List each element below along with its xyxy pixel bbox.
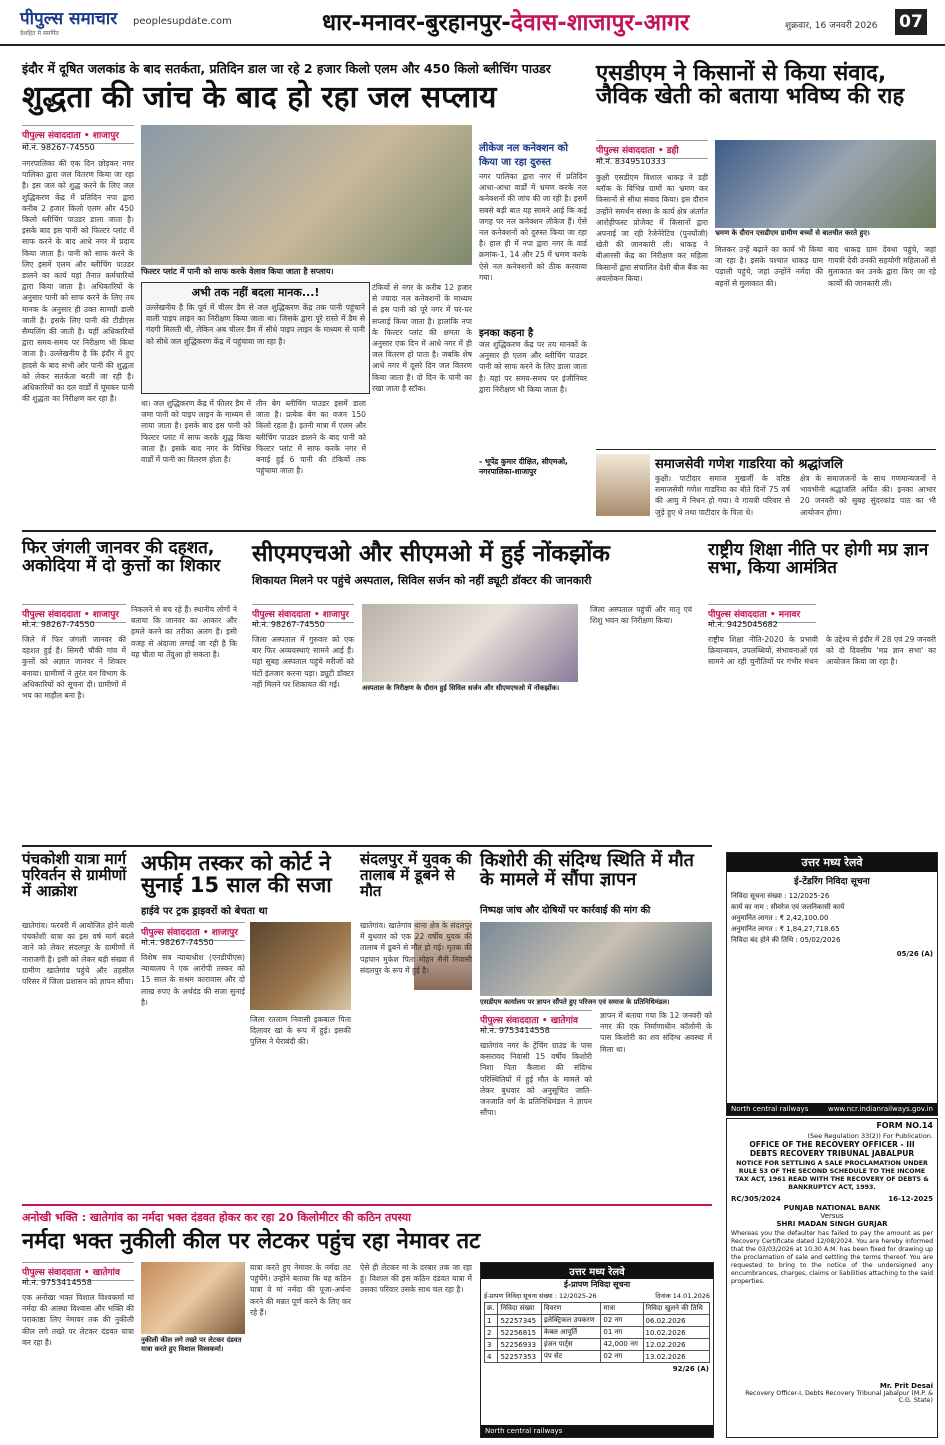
table-cell: 52256815 (498, 1327, 541, 1339)
tender1-line: अनुमानित लागत : ₹ 2,42,100.00 (731, 914, 829, 922)
tender2-header-cell: मात्रा (601, 1303, 643, 1315)
obit-portrait (596, 454, 650, 516)
tender1-footer-site[interactable]: www.ncr.indianrailways.gov.in (827, 1105, 933, 1113)
hospital-deck: शिकायत मिलने पर पहुंचे अस्पताल, सिविल सर्जन को नहीं ड्यूटी डॉक्टर की जानकारी (252, 574, 592, 587)
girl-byline-text: पीपुल्स संवाददाता • खातेगांव (480, 1016, 578, 1026)
tender2-date: दिनांक 14.01.2026 (655, 1292, 710, 1300)
tender2-header-cell: क्र. (485, 1303, 498, 1315)
lead-body-3: तीन बेग ब्लीचिंग पाउडर इसमें डाला जाता है। प्रत्येक बेग का वजन 150 किलो रहता है। इतनी मात्रा में एलम और ब्लीचिंग पाउडर डालने के बाद पानी को फिल्टर प्लांट में साफ करके नगर में बनाई हुई 6 पानी की टंकियों तक पहुंचाया जाता है। (256, 399, 366, 476)
table-cell: 52257345 (498, 1315, 541, 1327)
railway-tender-2 (480, 1262, 714, 1438)
devotee-photo (141, 1262, 245, 1334)
lead-sub-head: अभी तक नहीं बदला मानक...! (191, 286, 320, 299)
devotee-mobile: मो.नं. 9753414558 (22, 1278, 92, 1287)
girl-body-2: ज्ञापन में बताया गया कि 12 जनवरी को नगर की एक निर्माणाधीन कॉलोनी के पास किशोरी का शव संदिग्ध अवस्था में मिला था। (600, 1011, 712, 1054)
tender1-footer (727, 1103, 937, 1115)
obit-body: कुक्षी। पाटीदार समाज मुखर्जी के वरिष्ठ समाजसेवी गणेश गाडरिया का बीते दिनों 75 वर्ष की आयु में निधन हो गया। वे गायत्री परिवार से जुड़े हुए थे तथा पाटीदार के पिता थे। (655, 474, 790, 517)
tender1-code: 05/26 (A) (896, 950, 933, 958)
lead-headline: शुद्धता की जांच के बाद हो रहा जल सप्लाय (22, 80, 497, 115)
tender1-lines (727, 889, 937, 948)
sidebar-head: लीकेज नल कनेक्शन को किया जा रहा दुरुस्त (479, 143, 568, 168)
table-cell: 42,000 नग (601, 1339, 643, 1351)
lead-kicker: इंदौर में दूषित जलकांड के बाद सतर्कता, प्रतिदिन डाल जा रहे 2 हजार किलो एलम और 450 किलो ब्लीचिंग पाउडर (22, 61, 551, 76)
hospital-body-2: जिला अस्पताल पहुंचीं और मातृ एवं शिशु भवन का निरीक्षण किया। (590, 605, 692, 626)
issue-date: शुक्रवार, 16 जनवरी 2026 (785, 21, 878, 31)
lead-body: नगरपालिका की एक दिन छोड़कर नगर पालिका द्वारा जल वितरण किया जा रहा है। इस जल को शुद्ध करने के लिए जल शुद्धिकरण केंद्र में प्रतिदिन नपा द्वारा करीब 2 हजार किलो एलम और 450 किलो ब्लीचिंग पाउडर डाला जाता है। इसके बाद इस पानी को फिल्टर प्लांट में साफ करने के बाद आधे नगर में प्रदाय किया जाता है। पानी को साफ करने के लिए इसमें एलम और ब्लीचिंग पाउडर डालने का कार्य यहां तैनात कर्मचारियों द्वारा किया जाता है। अधिकारियों के अनुसार पानी को साफ करने के लिए तय मानक के अनुसार ही उक्त सामग्री डाली जाती है। इसके लिए पानी की टीडीएस सैम्पलिंग की जाती है। यहीं अधिकारियों द्वारा समय-समय पर निरीक्षण भी किया जाता है। उल्लेखनीय है कि इंदौर में हुए हादसे के बाद सभी ओर पानी की शुद्धता को लेकर सतर्कता बरती जा रही है। अधिकारियों का दल वार्डों में घूमकर पानी की शुद्धता का निरीक्षण कर रहा है। (22, 159, 134, 404)
tender1-footer-name: North central railways (731, 1105, 809, 1113)
masthead (0, 0, 945, 46)
tender2-org: उत्तर मध्य रेलवे (481, 1263, 713, 1279)
hospital-byline-text: पीपुल्स संवाददाता • शाजापुर (252, 610, 349, 620)
recovery-form: FORM NO.14 (876, 1121, 933, 1130)
recovery-versus: Versus (820, 1212, 844, 1220)
newspaper-logo (20, 6, 117, 37)
nep-mobile: मो.नं. 9425045682 (708, 620, 778, 629)
opium-byline-text: पीपुल्स संवाददाता • शाजापुर (141, 928, 238, 938)
table-cell: 52256933 (498, 1339, 541, 1351)
recovery-signatory: Mr. Prit Desai (879, 1382, 933, 1390)
recovery-notice-title: NOTICE FOR SETTLING A SALE PROCLAMATION UNDER RULE 53 OF THE SECOND SCHEDULE TO THE INCOME TAX ACT, 1961 READ WITH THE RECOVERY OF DEBTS & BANKRUPTCY ACT, 1993. (735, 1160, 929, 1191)
devotee-divider (22, 1204, 712, 1206)
table-cell: 02 नग (601, 1351, 643, 1363)
recovery-bank: PUNJAB NATIONAL BANK (783, 1204, 881, 1212)
page-number: 07 (895, 9, 927, 35)
sdm-body: कुक्षी एसडीएम विशाल धाकड़ ने डही ब्लॉक के विभिन्न ग्रामों का भ्रमण कर किसानों से सीधा संवाद किया। इस दौरान उन्होंने समर्थन संस्था के कार्य क्षेत्र अंतर्गत आरोहीफस्ट प्रोजेक्ट में किसानों द्वारा अपनाई जा रही रेजेनेरेटिव (पुनर्योजी) खेती की जानकारी ली। धाकड़ ने बीआरसी केंद्र का निरीक्षण कर महिला किसानों द्वारा संचालित देशी बीज बैंक का अवलोकन किया। (596, 173, 708, 283)
recovery-rule: (See Regulation 33(2)) For Publication. (807, 1132, 933, 1140)
website-link[interactable]: peoplesupdate.com (133, 16, 232, 27)
sdm-body-2: मिलकर उन्हें बढ़ाने का कार्य भी किया जा रहा है। इसके पश्चात धाकड़ ग्राम पड़ाली पहुंचे, जहां उन्होंने नर्मदा की बहनों से मुलाकात की। (715, 245, 823, 288)
recovery-rc-date: 16-12-2025 (888, 1195, 933, 1203)
dogs-byline-text: पीपुल्स संवाददाता • शाजापुर (22, 610, 119, 620)
table-row (485, 1315, 710, 1327)
table-cell: इंजन पार्ट्स (541, 1339, 601, 1351)
lead-mobile: मो.नं. 98267-74550 (22, 143, 95, 152)
devotee-kicker: अनोखी भक्ति : खातेगांव का नर्मदा भक्त दंडवत होकर कर रहा 20 किलोमीटर की कठिन तपस्या (22, 1211, 412, 1224)
girl-body: खातेगांव नगर के ट्रेंचिंग ग्राउंड के पास कसरावद निवासी 15 वर्षीय किशोरी निशा पिता कैलाश की संदिग्ध परिस्थितियों में हुई मौत के मामले को लेकर बुधवार को अनुसूचित जाति-जनजाति वर्ग के प्रतिनिधिमंडल ने ज्ञापन सौंपा। (480, 1041, 592, 1118)
lead-body-4: टंकियों से नगर के करीब 12 हजार से ज्यादा नल कनेक्शनों के माध्यम से इस पानी को पूरे नगर में घर-घर सप्लाई किया जाता है। हालांकि नपा के फिल्टर प्लांट की क्षमता के अनुसार एक दिन में आधे नगर में ही जल वितरण हो पाता है। जबकि शेष आधे नगर में दूसरे दिन जल वितरण किया जाता है। दो दिन के पानी का रखा जाता है स्टॉक। (372, 283, 472, 393)
edition-highlight: देवास-शाजापुर-आगर (510, 10, 690, 36)
hospital-headline: सीएमएचओ और सीएमओ में हुई नोंकझोंक (252, 541, 610, 567)
tender2-meta (481, 1290, 713, 1301)
sdm-headline: एसडीएम ने किसानों से किया संवाद, जैविक खेती को बताया भविष्य की राह (596, 61, 905, 110)
lead-sidebar (479, 140, 587, 518)
recovery-debtor: SHRI MADAN SINGH GURJAR (776, 1220, 888, 1228)
table-cell: इलेक्ट्रिकल उपकरण (541, 1315, 601, 1327)
table-cell: 2 (485, 1327, 498, 1339)
devotee-body: एक अनोखा भक्त विशाल विश्वकर्मा मां नर्मदा की आस्था विश्वास और भक्ति की पराकाष्ठा लिए नेमावर तक की नुकीली कील लगे तख्ते पर लेटकर दंडवत यात्रा कर रहा है। (22, 1293, 134, 1347)
obit-headline: समाजसेवी गणेश गाडरिया को श्रद्धांजलि (655, 457, 843, 472)
recovery-rc: RC/305/2024 (731, 1195, 781, 1203)
table-cell: केबल आपूर्ति (541, 1327, 601, 1339)
table-cell: 13.02.2026 (643, 1351, 709, 1363)
drown-body: खातेगांव। खातेगांव थाना क्षेत्र के संदलपुर में बुधवार को एक 22 वर्षीय युवक की तालाब में डूबने से मौत हो गई। मृतक की पहचान मुकेश पिता मोहन सैनी निवासी संदलपुर के रूप में हुई है। (360, 921, 472, 975)
lead-byline-text: पीपुल्स संवाददाता • शाजापुर (22, 131, 119, 141)
sdm-byline-text: पीपुल्स संवाददाता • डही (596, 146, 679, 156)
opium-deck: हाईवे पर ट्रक ड्राइवरों को बेचता था (141, 906, 268, 917)
tender2-code: 92/26 (A) (672, 1365, 709, 1373)
panchkoshi-headline: पंचकोशी यात्रा मार्ग परिवर्तन से ग्रामीणों में आक्रोश (22, 850, 127, 900)
tender2-header-cell: विवरण (541, 1303, 601, 1315)
sdm-photo (715, 140, 936, 228)
table-cell: पंप सेट (541, 1351, 601, 1363)
recovery-body: Whereas you the defaulter has failed to pay the amount as per Recovery Certificate dated 12/08/2024. You are hereby informed that the 03/03/2026 at 10.30 A.M. has been fixed for drawing up the proclamation of sale and settling the terms thereof. You are requested to bring to the notice of the undersigned any encumbrances, charges, claims or liabilities attaching to the said properties. (731, 1230, 933, 1285)
table-cell: 1 (485, 1315, 498, 1327)
devotee-photo-caption: नुकीली कील लगे तख्ते पर लेटकर दंडवत यात्रा करते हुए विशाल विश्वकर्मा। (141, 1336, 242, 1353)
tender2-header-cell: निविदा खुलने की तिथि (643, 1303, 709, 1315)
railway-tender-1 (726, 852, 938, 1116)
table-row (485, 1339, 710, 1351)
girl-deck: निष्पक्ष जांच और दोषियों पर कार्रवाई की मांग की (480, 905, 651, 916)
table-row (485, 1327, 710, 1339)
dogs-mobile: मो.नं. 98267-74550 (22, 620, 95, 629)
devotee-body-2: यात्रा करते हुए नेमावर के नर्मदा तट पहुंचेंगे। उन्होंने बताया कि यह कठिन यात्रा वे मां नर्मदा की पूजा-अर्चना करने की मन्नत पूर्ण करने के लिए कर रहे हैं। (250, 1263, 351, 1317)
dogs-body-2: निकलने से बच रहे हैं। स्थानीय लोगों ने बताया कि जानवर का आकार और हमले करने का तरीका अलग है। इसी वजह से अंदाजा लगाई जा रही है कि यह चीता या तेंदुआ हो सकता है। (131, 605, 237, 659)
recovery-tribunal: DEBTS RECOVERY TRIBUNAL JABALPUR (749, 1149, 915, 1158)
section-divider-1 (22, 530, 936, 532)
girl-memorandum-photo (480, 922, 712, 996)
brand-tagline: देशहित में समर्पित (20, 30, 59, 37)
edition-prefix: धार-मनावर-बुरहानपुर- (322, 10, 511, 36)
gavel-photo (250, 922, 351, 1010)
table-cell: 12.02.2026 (643, 1339, 709, 1351)
table-cell: 52257353 (498, 1351, 541, 1363)
tender2-notice-no: ई-प्रापण निविदा सूचना संख्या : 12/2025-26 (484, 1292, 597, 1300)
section-divider-2 (22, 845, 712, 847)
recovery-notice (726, 1118, 938, 1438)
hospital-body: जिला अस्पताल में गुरुवार को एक बार फिर अव्यवस्थाएं सामने आई हैं। यहां सुबह अस्पताल पहुंचे मरीजों को घंटों इंतजार करना पड़ा। ड्यूटी डॉक्टर नहीं मिलने पर शिकायत की गई। (252, 635, 354, 689)
table-cell: 06.02.2026 (643, 1315, 709, 1327)
table-row (485, 1351, 710, 1363)
hospital-mobile: मो.नं. 98267-74550 (252, 620, 325, 629)
nep-body: राष्ट्रीय शिक्षा नीति-2020 के प्रभावी क्रियान्वयन, उपलब्धियों, संभावनाओं एवं सामने आ रही चुनौतियों पर गंभीर मंथन के उद्देश्य से इंदौर में 28 एवं 29 जनवरी को दो दिवसीय 'मप्र ज्ञान सभा' का आयोजन किया जा रहा है। (708, 635, 936, 667)
girl-photo-caption: एसडीएम कार्यालय पर ज्ञापन सौंपते हुए परिजन एवं समाज के प्रतिनिधिमंडल। (480, 998, 670, 1006)
devotee-byline-text: पीपुल्स संवाददाता • खातेगांव (22, 1268, 120, 1278)
quote-body: जल शुद्धिकरण केंद्र पर तय मानकों के अनुसार ही एलम और ब्लीचिंग पाउडर पानी को साफ करने के लिए डाला जाता है। यहां पर समय-समय पर इंजीनियर द्वारा निरीक्षण भी किया जाता है। (479, 340, 587, 394)
opium-mobile: मो.नं. 98267-74550 (141, 938, 214, 947)
tender2-header-row (485, 1303, 710, 1315)
recovery-rc-row (727, 1194, 937, 1204)
sdm-photo-caption: भ्रमण के दौरान एसडीएम ग्रामीण बच्चों से बातचीत करते हुए। (715, 229, 870, 237)
opium-body: विशेष सत्र न्यायाधीश (एनडीपीएस) न्यायालय ने एक आरोपी तस्कर को 15 साल के सश्रम कारावास और दो लाख रुपए के अर्थदंड की सजा सुनाई है। (141, 953, 245, 1007)
recovery-signatory-title: Recovery Officer-I, Debts Recovery Tribunal Jabalpur (M.P. & C.G. State) (745, 1390, 933, 1404)
panchkoshi-body: खातेगांव। फरवरी में आयोजित होने वाली पंचकोशी यात्रा का इस वर्ष मार्ग बदले जाने को लेकर संदलपुर के ग्रामीणों में नाराजगी है। इसी को लेकर बड़ी संख्या में ग्रामीण खातेगांव पहुंचे और तहसील परिसर में जिला प्रशासन को ज्ञापन सौंपा। (22, 921, 134, 987)
opium-headline: अफीम तस्कर को कोर्ट ने सुनाई 15 साल की सजा (141, 851, 332, 898)
lead-sub-box (141, 282, 370, 394)
devotee-headline: नर्मदा भक्त नुकीली कील पर लेटकर पहुंच रहा नेमावर तट (22, 1229, 481, 1254)
sidebar-body: नगर पालिका द्वारा नगर में प्रतिदिन आधा-आधा वार्डों में भ्रमण करके नल कनेक्शनों की जांच की जा रही है। इसमें सबसे बड़ी बात यह सामने आई कि कई जगह पर नल कनेक्शन लीकेज हैं। ऐसे नल कनेक्शनों को दुरुस्त किया जा रहा है। हाल ही में नपा द्वारा नगर के वार्ड क्रमांक-1, 14 और 25 में भ्रमण करके ऐसे नल कनेक्शनों को ठीक करवाया गया। (479, 172, 587, 282)
filter-plant-photo (141, 125, 472, 265)
quote-author: - भूपेंद्र कुमार दीक्षित, सीएमओ, नगरपालिका-शाजापुर (479, 457, 568, 476)
table-cell: 10.02.2026 (643, 1327, 709, 1339)
nep-byline-text: पीपुल्स संवाददाता • मनावर (708, 610, 801, 620)
nep-headline: राष्ट्रीय शिक्षा नीति पर होगी मप्र ज्ञान सभा, किया आमंत्रित (708, 540, 929, 578)
devotee-body-3: ऐसे ही लेटकर मां के दरबार तक जा रहा हूं। विशाल की इस कठिन दंडवत यात्रा में उसका परिवार उसके साथ चल रहा है। (360, 1263, 472, 1295)
sdm-mobile: मो.नं. 8349510333 (596, 157, 666, 166)
tender1-line: निविदा बंद होने की तिथि : 05/02/2026 (731, 936, 841, 944)
tender1-title: ई-टेंडरिंग निविदा सूचना (794, 877, 870, 887)
tender2-footer: North central railways (481, 1425, 713, 1437)
hospital-photo (362, 604, 578, 682)
lead-photo-caption: फिल्टर प्लांट में पानी को साफ करके वेलाव किया जाता है सप्लाय। (141, 267, 334, 276)
tender2-table (484, 1302, 710, 1363)
tender1-line: कार्य का नाम : सीवरेज एवं जलनिकासी कार्य (731, 903, 845, 911)
edition-title (322, 5, 689, 37)
girl-mobile: मो.नं. 9753414558 (480, 1026, 550, 1035)
table-cell: 3 (485, 1339, 498, 1351)
tender1-org: उत्तर मध्य रेलवे (727, 853, 937, 872)
dogs-headline: फिर जंगली जानवर की दहशत, अकोदिया में दो कुत्तों का शिकार (22, 538, 221, 576)
sdm-body-3: बाद धाकड़ ग्राम देवधा पहुंचे, जहां गायत्री देवी उनकी सहयोगी महिलाओं से मुलाकात कर उनके द्वारा किए जा रहे कार्यों की जानकारी ली। (828, 245, 936, 288)
girl-headline: किशोरी की संदिग्ध स्थिति में मौत के मामले में सौंपा ज्ञापन (480, 850, 694, 890)
lead-sub-body: उल्लेखनीय है कि पूर्व में चीलर डैम से जल शुद्धिकरण केंद्र तक पानी पहुंचाने वाली पाइप लाइन का निरीक्षण किया जाता था। जिसके द्वारा पूरे रास्ते में डैम से गंदगी मिलती थी, लेकिन अब चीलर डैम में सीधे पाइप लाइन के माध्यम से पानी को सीधे जल शुद्धिकरण केंद्र में पहुंचाया जा रहा है। (146, 303, 365, 346)
brand-name: पीपुल्स समाचार (20, 9, 118, 29)
obit-body-2: क्षेत्र के समाजजनों के साथ गणमान्यजनों ने भावभीनी श्रद्धांजलि अर्पित की। इनका आभार 20 जनवरी को सुबह सुंदरकांड पाठ का भी आयोजन होगा। (800, 474, 936, 517)
recovery-office: OFFICE OF THE RECOVERY OFFICER - III (749, 1140, 915, 1149)
tender1-line: निविदा सूचना संख्या : 12/2025-26 (731, 892, 830, 900)
quote-head: इनका कहना है (479, 328, 534, 339)
table-cell: 02 नग (601, 1315, 643, 1327)
tender2-header-cell: निविदा संख्या (498, 1303, 541, 1315)
tender1-line: अनुमानित लागत : ₹ 1,84,27,718.65 (731, 925, 840, 933)
table-cell: 01 नग (601, 1327, 643, 1339)
hospital-photo-caption: अस्पताल के निरीक्षण के दौरान हुई सिविल सर्जन और सीएमएचओ में नोंकझोंक। (362, 684, 560, 692)
table-cell: 4 (485, 1351, 498, 1363)
dogs-body: जिले में फिर जंगली जानवर की दहशत हुई है। सिमरौ चौकी गांव में कुत्तों को अज्ञात जानवर ने शिकार बनाया। ग्रामीणों ने तुरंत वन विभाग के अधिकारियों को सूचना दी। ग्रामीणों में भय का माहौल बना है। (22, 635, 126, 701)
opium-body-2: जिला रतलाम निवासी इकबाल पिता दिलावर खां के रूप में हुई। इसकी पुलिस ने घेराबंदी की। (250, 1015, 351, 1047)
obit-divider (596, 449, 936, 450)
lead-body-2: था। जल शुद्धिकरण केंद्र में फीलर डैम में जमा पानी को पाइप लाइन के माध्यम से लाया जाता है। इसके बाद इस पानी को फिल्टर प्लांट में साफ करके शुद्ध किया जाता है। इसके बाद नगर के विभिन्न वार्डों में पानी का वितरण होता है। (141, 399, 251, 465)
drown-headline: संदलपुर में युवक की तालाब में डूबने से मौत (360, 850, 472, 900)
tender2-title: ई-प्रापण निविदा सूचना (563, 1280, 631, 1289)
